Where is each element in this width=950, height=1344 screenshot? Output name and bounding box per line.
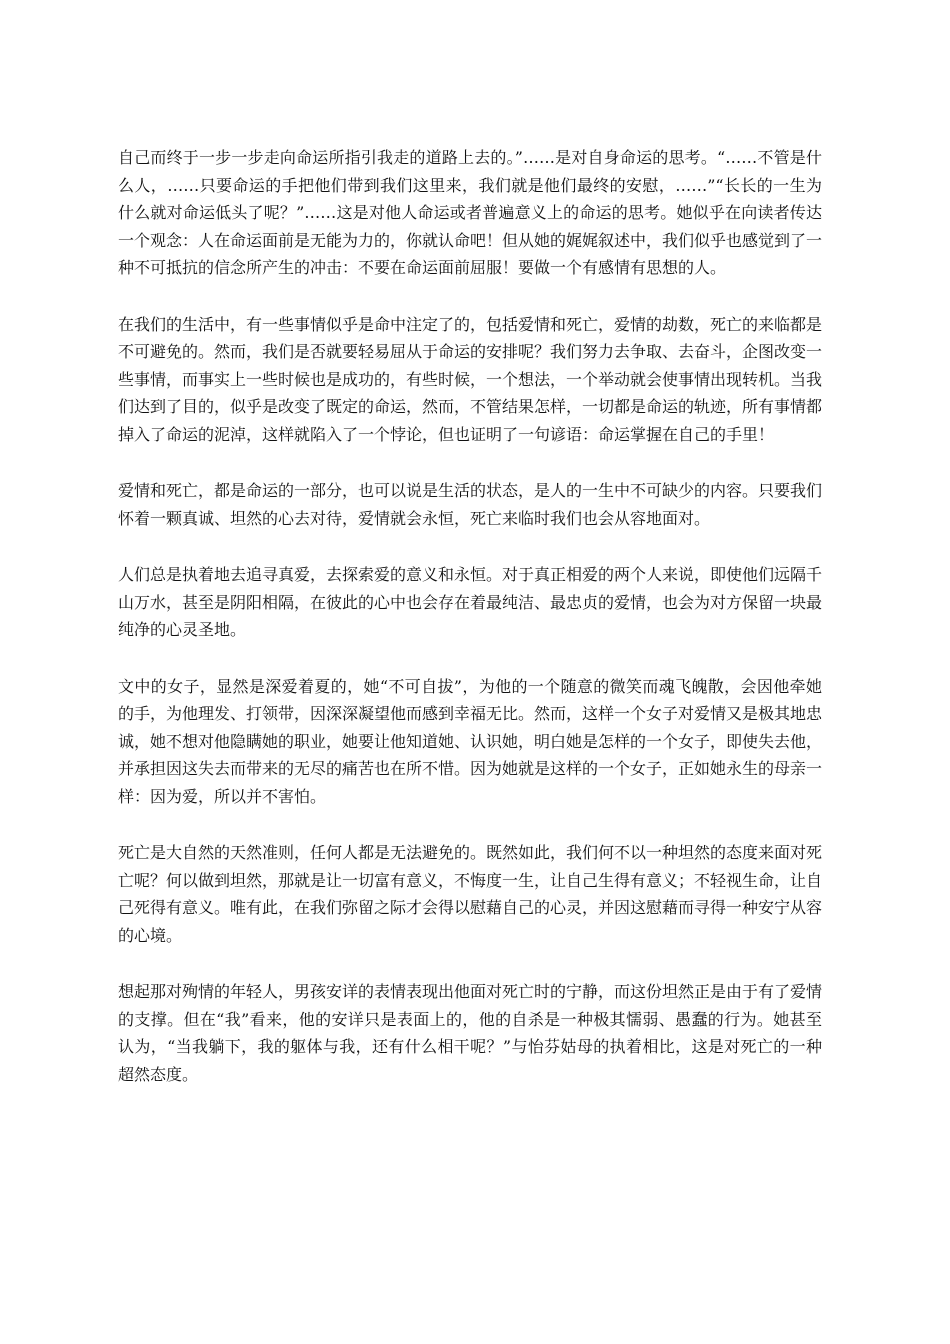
paragraph-1: 自己而终于一步一步走向命运所指引我走的道路上去的。”……是对自身命运的思考。“……不管是什么人，……只要命运的手把他们带到我们这里来，我们就是他们最终的安慰，……”“长长的一生为什么就对命运低头了呢？”……这是对他人命运或者普遍意义上的命运的思考。她似乎在向读者传达一个观念：人在命运面前是无能为力的，你就认命吧！但从她的娓娓叙述中，我们似乎也感觉到了一种不可抵抗的信念所产生的冲击：不要在命运面前屈服！要做一个有感情有思想的人。 [118, 148, 823, 277]
paragraph-5: 文中的女子，显然是深爱着夏的，她“不可自拔”，为他的一个随意的微笑而魂飞魄散，会因他牵她的手，为他理发、打领带，因深深凝望他而感到幸福无比。然而，这样一个女子对爱情又是极其地忠诚，她不想对他隐瞒她的职业，她要让他知道她、认识她，明白她是怎样的一个女子，即使失去他，并承担因这失去而带来的无尽的痛苦也在所不惜。因为她就是这样的一个女子，正如她永生的母亲一样：因为爱，所以并不害怕。 [118, 676, 823, 806]
paragraph-4: 人们总是执着地去追寻真爱，去探索爱的意义和永恒。对于真正相爱的两个人来说，即使他们远隔千山万水，甚至是阴阳相隔，在彼此的心中也会存在着最纯洁、最忠贞的爱情，也会为对方保留一块最纯净的心灵圣地。 [118, 565, 823, 639]
document-body [118, 144, 822, 1117]
paragraph-2: 在我们的生活中，有一些事情似乎是命中注定了的，包括爱情和死亡，爱情的劫数，死亡的来临都是不可避免的。然而，我们是否就要轻易屈从于命运的安排呢？我们努力去争取、去奋斗，企图改变一些事情，而事实上一些时候也是成功的，有些时候，一个想法，一个举动就会使事情出现转机。当我们达到了目的，似乎是改变了既定的命运，然而，不管结果怎样，一切都是命运的轨迹，所有事情都掉入了命运的泥淖，这样就陷入了一个悖论，但也证明了一句谚语：命运掌握在自己的手里！ [118, 314, 823, 444]
paragraph-3: 爱情和死亡，都是命运的一部分，也可以说是生活的状态，是人的一生中不可缺少的内容。只要我们怀着一颗真诚、坦然的心去对待，爱情就会永恒，死亡来临时我们也会从容地面对。 [118, 481, 823, 528]
paragraph-6: 死亡是大自然的天然准则，任何人都是无法避免的。既然如此，我们何不以一种坦然的态度来面对死亡呢？何以做到坦然，那就是让一切富有意义，不悔度一生，让自己生得有意义；不轻视生命，让自己死得有意义。唯有此，在我们弥留之际才会得以慰藉自己的心灵，并因这慰藉而寻得一种安宁从容的心境。 [118, 843, 823, 945]
paragraph-7: 想起那对殉情的年轻人，男孩安详的表情表现出他面对死亡时的宁静，而这份坦然正是由于有了爱情的支撑。但在“我”看来，他的安详只是表面上的，他的自杀是一种极其懦弱、愚蠢的行为。她甚至认为，“当我躺下，我的躯体与我，还有什么相干呢？”与怡芬姑母的执着相比，这是对死亡的一种超然态度。 [118, 982, 823, 1084]
